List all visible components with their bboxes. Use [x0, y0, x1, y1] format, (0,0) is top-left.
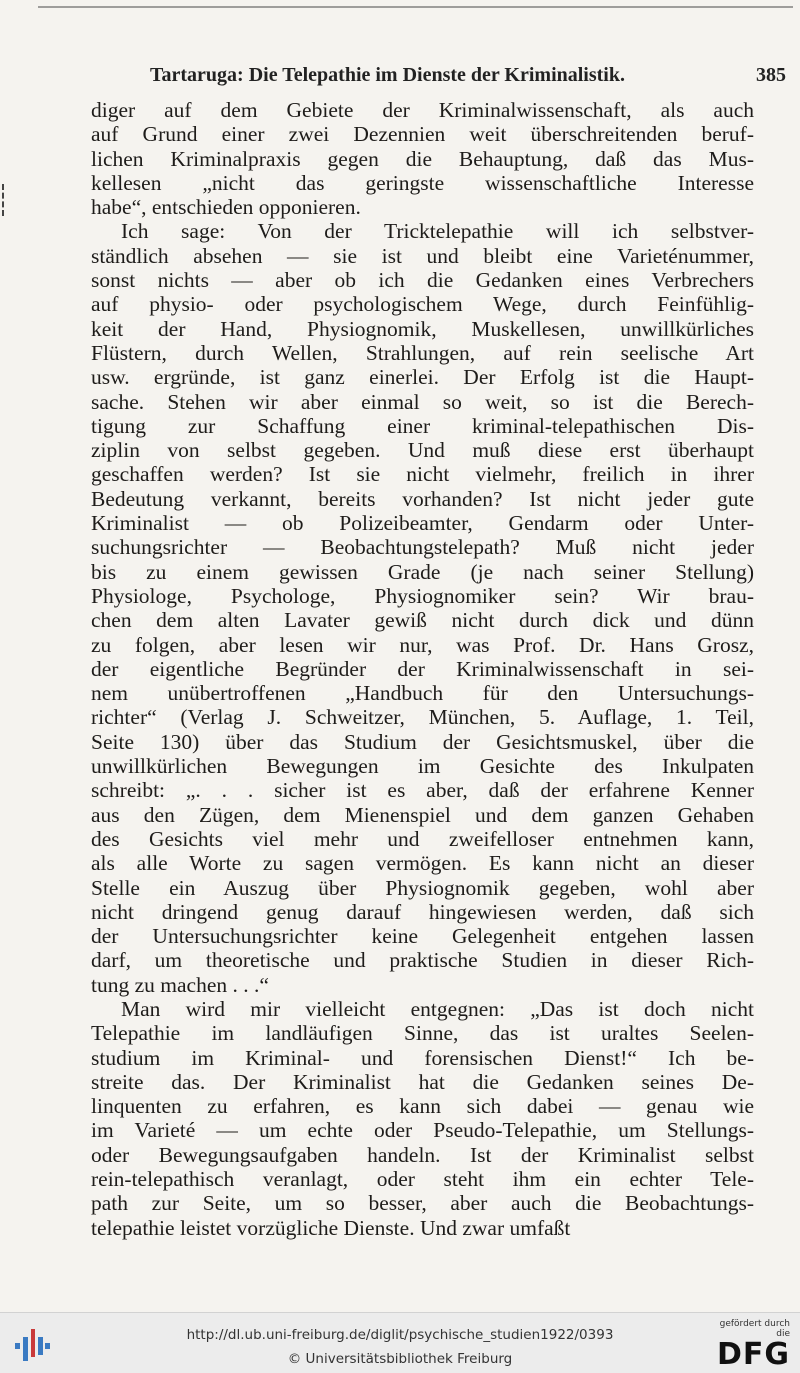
text-line: ständlich absehen — sie ist und bleibt eine Varieténummer, [91, 243, 754, 268]
text-line: der eigentliche Begründer der Kriminalwissenschaft in sei- [91, 656, 754, 681]
text-line: der Untersuchungsrichter keine Gelegenheit entgehen lassen [91, 924, 754, 949]
text-line: tigung zur Schaffung einer kriminal-telepathischen Dis- [91, 413, 754, 438]
text-line: kellesen „nicht das geringste wissenschaftliche Interesse [91, 170, 754, 195]
text-line: habe“, entschieden opponieren. [91, 195, 361, 220]
text-line: studium im Kriminal- und forensischen Dienst!“ Ich be- [91, 1045, 754, 1070]
text-line: aus den Zügen, dem Mienenspiel und dem ganzen Gehaben [91, 802, 754, 827]
text-line: telepathie leistet vorzügliche Dienste. Und zwar umfaßt [91, 1215, 571, 1240]
text-line: linquenten zu erfahren, es kann sich dabei — genau wie [91, 1094, 754, 1119]
running-header [150, 64, 786, 87]
text-line: als alle Worte zu sagen vermögen. Es kann nicht an dieser [91, 851, 754, 876]
text-line: richter“ (Verlag J. Schweitzer, München, 5. Auflage, 1. Teil, [91, 705, 754, 730]
text-line: geschaffen werden? Ist sie nicht vielmehr, freilich in ihrer [91, 462, 754, 487]
text-line: Physiologe, Psychologe, Physiognomiker sein? Wir brau- [91, 583, 754, 608]
text-line: unwillkürlichen Bewegungen im Gesichte des Inkulpaten [91, 754, 754, 779]
running-title: Tartaruga: Die Telepathie im Dienste der Kriminalistik. [150, 64, 625, 86]
text-line: Man wird mir vielleicht entgegnen: „Das ist doch nicht [121, 996, 754, 1021]
text-line: Flüstern, durch Wellen, Strahlungen, auf rein seelische Art [91, 340, 754, 365]
paragraph [91, 997, 754, 1240]
source-url[interactable]: http://dl.ub.uni-freiburg.de/diglit/psychische_studien1922/0393 [186, 1327, 614, 1343]
text-line: Kriminalist — ob Polizeibeamter, Gendarm oder Unter- [91, 511, 754, 536]
text-line: oder Bewegungsaufgaben handeln. Ist der Kriminalist selbst [91, 1142, 754, 1167]
text-line: chen dem alten Lavater gewiß nicht durch dick und dünn [91, 608, 754, 633]
text-line: zu folgen, aber lesen wir nur, was Prof. Dr. Hans Grosz, [91, 632, 754, 657]
text-line: schreibt: „. . . sicher ist es aber, daß der erfahrene Kenner [91, 778, 754, 803]
text-line: darf, um theoretische und praktische Studien in dieser Rich- [91, 948, 754, 973]
text-line: streite das. Der Kriminalist hat die Gedanken seines De- [91, 1069, 754, 1094]
text-line: bis zu einem gewissen Grade (je nach seiner Stellung) [91, 559, 754, 584]
text-line: Stelle ein Auszug über Physiognomik gegeben, wohl aber [91, 875, 754, 900]
text-line: des Gesichts viel mehr und zweifelloser entnehmen kann, [91, 826, 754, 851]
paragraph [91, 219, 754, 997]
text-line: sonst nichts — aber ob ich die Gedanken eines Verbrechers [91, 268, 754, 293]
text-line: auf Grund einer zwei Dezennien weit überschreitenden beruf- [91, 122, 754, 147]
text-line: suchungsrichter — Beobachtungstelepath? Muß nicht jeder [91, 535, 754, 560]
text-line: rein-telepathisch veranlagt, oder steht ihm ein echter Tele- [91, 1167, 754, 1192]
text-line: Telepathie im landläufigen Sinne, das ist uraltes Seelen- [91, 1021, 754, 1046]
text-line: usw. ergründe, ist ganz einerlei. Der Erfolg ist die Haupt- [91, 365, 754, 390]
margin-mark [2, 184, 6, 216]
body-text [91, 98, 754, 1240]
text-line: diger auf dem Gebiete der Kriminalwissenschaft, als auch [91, 98, 754, 122]
text-line: Bedeutung verkannt, bereits vorhanden? Ist nicht jeder gute [91, 486, 754, 511]
dfg-logo-text: DFG [716, 1337, 790, 1372]
text-line: sache. Stehen wir aber einmal so weit, so ist die Berech- [91, 389, 754, 414]
text-line: auf physio- oder psychologischem Wege, durch Feinfühlig- [91, 292, 754, 317]
text-line: Seite 130) über das Studium der Gesichtsmuskel, über die [91, 729, 754, 754]
top-rule [38, 6, 793, 8]
text-line: Ich sage: Von der Tricktelepathie will ich selbstver- [121, 219, 754, 244]
text-line: keit der Hand, Physiognomik, Muskellesen, unwillkürliches [91, 316, 754, 341]
text-line: path zur Seite, um so besser, aber auch die Beobachtungs- [91, 1191, 754, 1216]
dfg-funding-note: gefördert durch die [719, 1319, 790, 1339]
text-line: nicht dringend genug darauf hingewiesen werden, daß sich [91, 899, 754, 924]
page-number: 385 [756, 64, 786, 86]
text-line: lichen Kriminalpraxis gegen die Behauptung, daß das Mus- [91, 146, 754, 171]
paragraph [91, 98, 754, 219]
text-line: nem unübertroffenen „Handbuch für den Untersuchungs- [91, 681, 754, 706]
text-line: ziplin von selbst gegeben. Und muß diese erst überhaupt [91, 438, 754, 463]
text-line: im Varieté — um echte oder Pseudo-Telepathie, um Stellungs- [91, 1118, 754, 1143]
dfg-logo-icon [706, 1319, 790, 1372]
copyright-notice: © Universitätsbibliothek Freiburg [287, 1351, 513, 1367]
text-line: tung zu machen . . .“ [91, 972, 269, 997]
footer-bar [0, 1312, 800, 1373]
